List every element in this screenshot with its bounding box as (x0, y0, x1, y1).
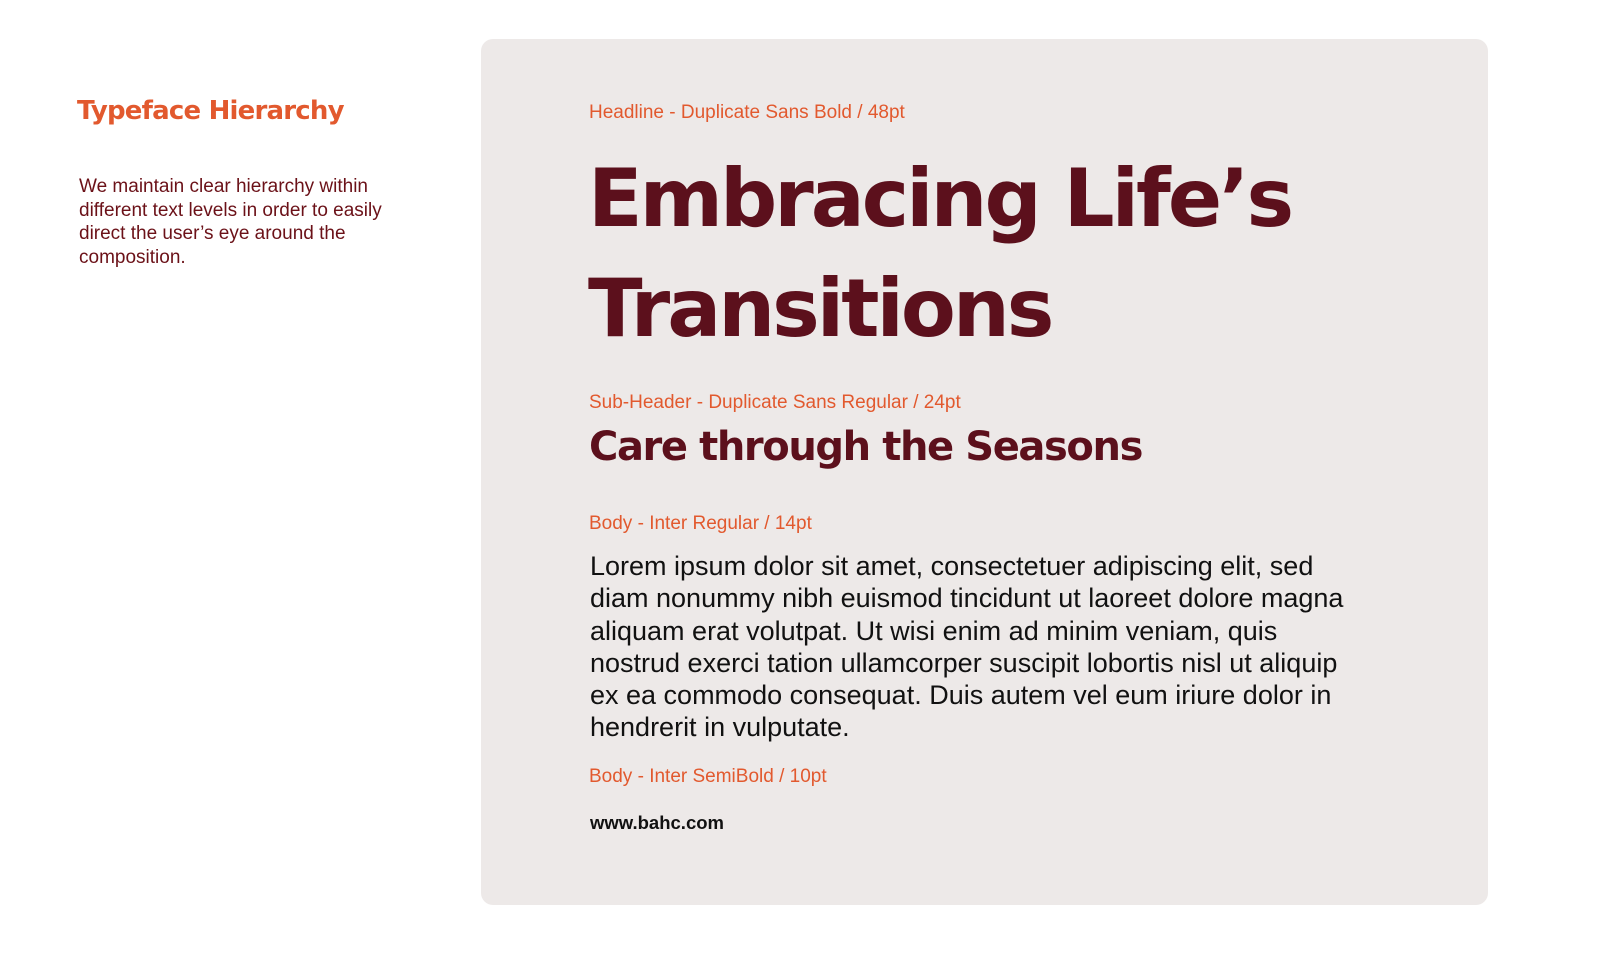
body-regular-sample: Lorem ipsum dolor sit amet, consectetuer adipiscing elit, sed diam nonummy nibh euismod tincidunt ut laoreet dolore magna aliquam erat volutpat. Ut wisi enim ad minim veniam, quis nostrud exerci tation ullamcorper suscipit lobortis nisl ut aliquip ex ea commodo consequat. Duis autem vel eum iriure dolor in hendrerit in vulputate. (590, 551, 1344, 743)
website-url: www.bahc.com (590, 812, 724, 833)
section-description: We maintain clear hierarchy within different text levels in order to easily direct the user’s eye around the composition. (79, 176, 382, 268)
section-title: Typeface Hierarchy (77, 96, 344, 126)
body-semibold-spec-label: Body - Inter SemiBold / 10pt (589, 766, 827, 787)
body-regular-spec-label: Body - Inter Regular / 14pt (589, 513, 812, 534)
headline-spec-label: Headline - Duplicate Sans Bold / 48pt (589, 102, 905, 123)
headline-sample: Embracing Life’s Transitions (588, 152, 1292, 355)
typeface-specimen-card (481, 39, 1488, 905)
subheader-sample: Care through the Seasons (589, 424, 1143, 470)
subheader-spec-label: Sub-Header - Duplicate Sans Regular / 24pt (589, 392, 961, 413)
